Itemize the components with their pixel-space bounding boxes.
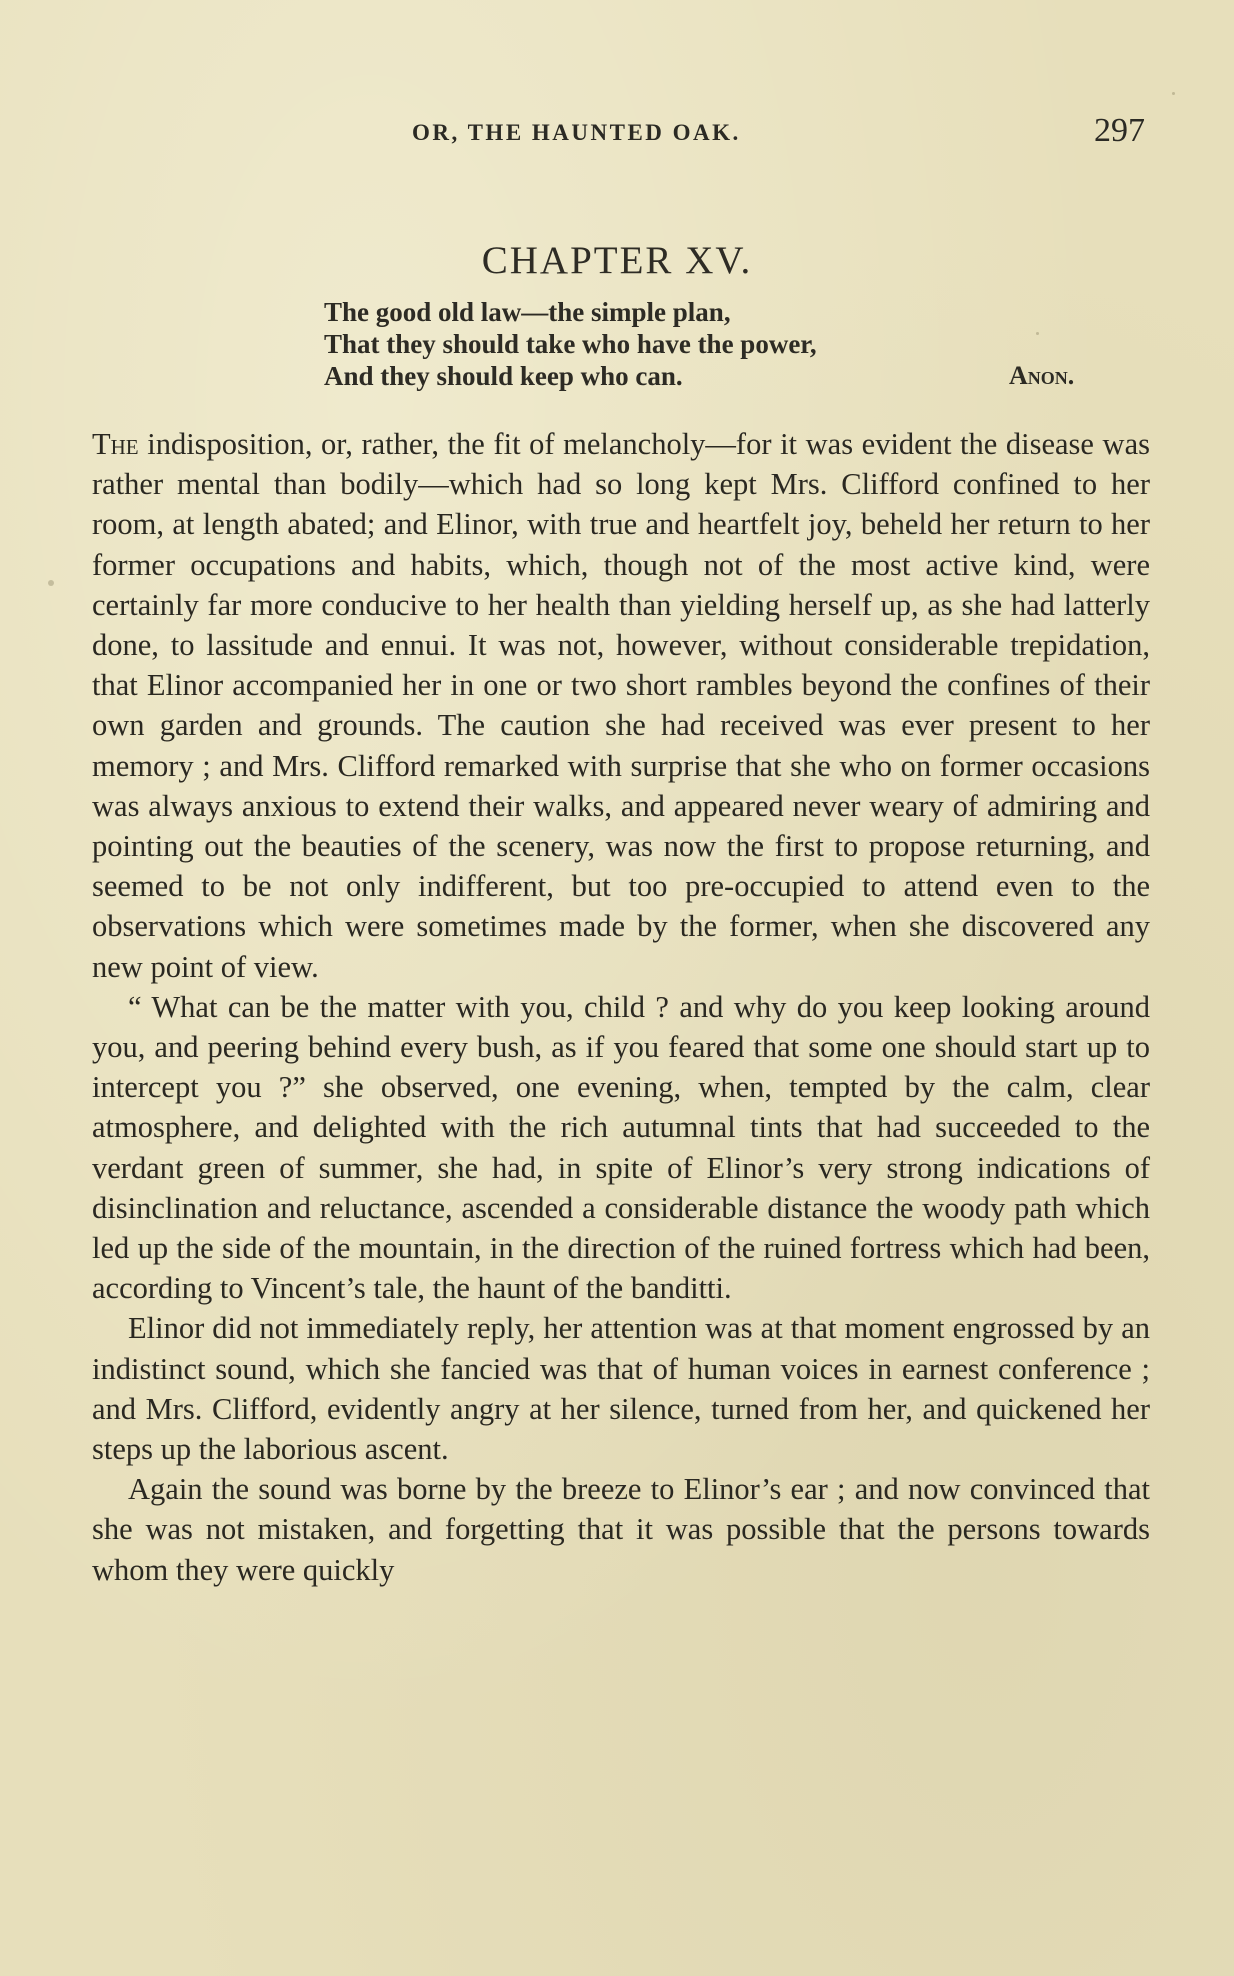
paragraph: “ What can be the matter with you, child ? and why do you keep looking around you, and peering behind every bush, as if you feared that some one should start up to intercept you ?” she observed, one evening, when, tempted by the calm, clear atmosphere, and delighted with the rich autumnal tints that had succeeded to the verdant green of summer, she had, in spite of Elinor’s very strong indications of disinclination and reluctance, ascended a considerable distance the woody path which led up the side of the mountain, in the direction of the ruined fortress which had been, according to Vincent’s tale, the haunt of the banditti. — [92, 989, 1150, 1306]
epigraph-attribution: Anon. — [1009, 361, 1075, 390]
paper-speck — [1172, 92, 1175, 95]
paper-speck — [1036, 332, 1039, 335]
epigraph — [324, 296, 1094, 392]
page-number: 297 — [1094, 112, 1145, 149]
epigraph-line: The good old law—the simple plan, — [324, 297, 731, 327]
epigraph-line: And they should keep who can. — [324, 361, 683, 391]
epigraph-line: That they should take who have the power, — [324, 329, 817, 359]
paragraph: Again the sound was borne by the breeze to Elinor’s ear ; and now convinced that she was not mistaken, and forgetting that it was possible that the persons towards whom they were quickly — [92, 1472, 1150, 1587]
chapter-body — [92, 424, 1150, 1590]
paragraph — [92, 424, 1150, 987]
paragraph-text: indisposition, or, rather, the fit of melancholy—for it was evident the disease was rather mental than bodily—which had so long kept Mrs. Clifford confined to her room, at length abated; and Elinor, with true and heartfelt joy, beheld her return to her former occupations and habits, which, though not of the most active kind, were certainly far more conducive to her health than yielding herself up, as she had latterly done, to lassitude and ennui. It was not, however, without considerable trepidation, that Elinor accompanied her in one or two short rambles beyond the confines of their own garden and grounds. The caution she had received was ever present to her memory ; and Mrs. Clifford remarked with surprise that she who on former occasions was always anxious to extend their walks, and appeared never weary of admiring and pointing out the beauties of the scenery, was now the first to propose returning, and seemed to be not only indifferent, but too pre-occupied to attend even to the observations which were sometimes made by the former, when she discovered any new point of view. — [92, 427, 1150, 984]
running-title: OR, THE HAUNTED OAK. — [412, 120, 741, 145]
running-head — [0, 112, 1234, 158]
chapter-title: CHAPTER XV. — [481, 239, 753, 282]
paragraph-lead-word: The — [92, 427, 139, 461]
paper-speck — [48, 580, 54, 586]
paragraph: Elinor did not immediately reply, her attention was at that moment engrossed by an indistinct sound, which she fancied was that of human voices in earnest conference ; and Mrs. Clifford, evidently angry at her silence, turned from her, and quickened her steps up the laborious ascent. — [92, 1311, 1150, 1467]
